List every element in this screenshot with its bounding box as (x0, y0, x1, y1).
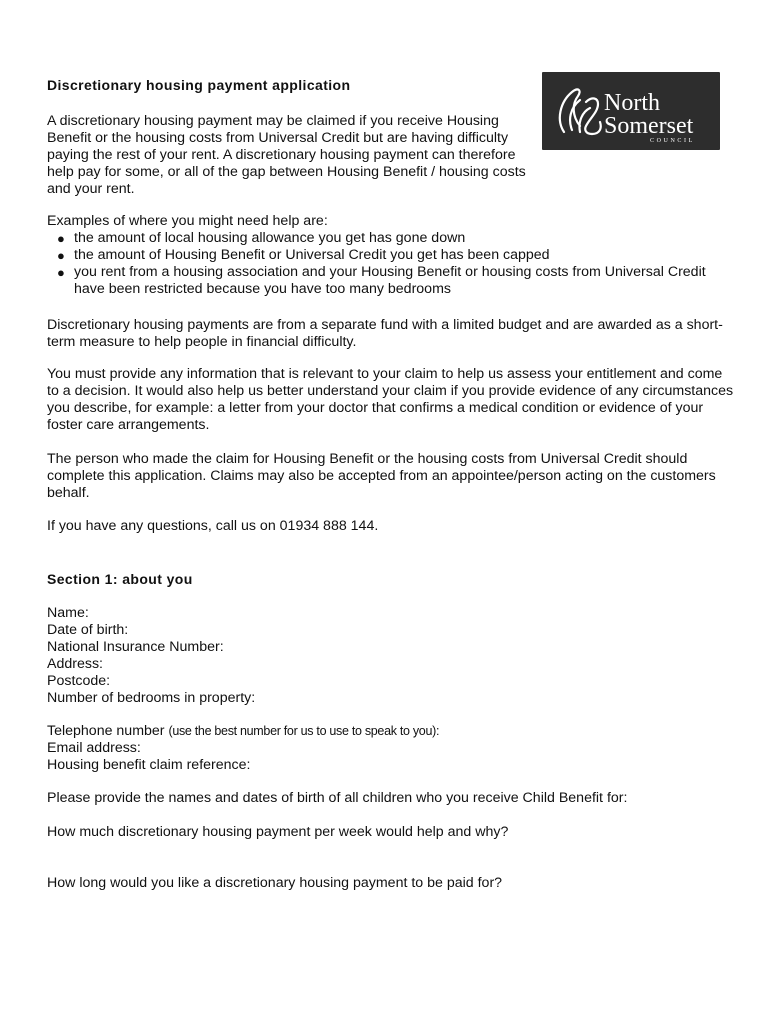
logo-line-north: North (604, 90, 660, 116)
list-item (47, 264, 737, 298)
field-postcode-label: Postcode: (47, 673, 111, 689)
list-item (47, 247, 737, 264)
contact-details-fields (47, 723, 439, 774)
fund-paragraph: Discretionary housing payments are from a separate fund with a limited budget and are awarded as a short-term measure to help people in financial difficulty. (47, 317, 723, 350)
section-1-title: Section 1: about you (47, 571, 193, 587)
swan-icon (560, 89, 601, 134)
amount-question: How much discretionary housing payment per week would help and why? (47, 824, 509, 840)
field-name-label: Name: (47, 605, 89, 621)
field-claim-reference-label: Housing benefit claim reference: (47, 757, 251, 773)
list-item-text: the amount of Housing Benefit or Universal Credit you get has been capped (74, 247, 550, 263)
list-item (47, 230, 737, 247)
examples-lead: Examples of where you might need help are: (47, 213, 328, 229)
bullet-icon: ● (57, 248, 65, 263)
logo-line-council: COUNCIL (650, 138, 695, 144)
field-telephone-label (47, 723, 439, 740)
telephone-label-text: Telephone number (47, 723, 169, 739)
field-dob-label: Date of birth: (47, 622, 129, 638)
children-question: Please provide the names and dates of birth of all children who you receive Child Benefit for: (47, 790, 628, 806)
field-address-label: Address: (47, 656, 103, 672)
duration-question: How long would you like a discretionary housing payment to be paid for? (47, 875, 503, 891)
contact-paragraph: If you have any questions, call us on 01934 888 144. (47, 518, 379, 534)
list-item-text: you rent from a housing association and your Housing Benefit or housing costs from Universal Credit have been restricted because you have too many bedrooms (74, 264, 706, 297)
field-ni-number-label: National Insurance Number: (47, 639, 224, 655)
evidence-paragraph: You must provide any information that is relevant to your claim to help us assess your entitlement and come to a decision. It would also help us better understand your claim if you provide evidence of any circumstances you describe, for example: a letter from your doctor that confirms a medical condition or evidence of your foster care arrangements. (47, 366, 734, 433)
list-item-text: the amount of local housing allowance you get has gone down (74, 230, 466, 246)
page-title: Discretionary housing payment application (47, 77, 351, 93)
eligibility-paragraph: The person who made the claim for Housing Benefit or the housing costs from Universal Credit should complete this application. Claims may also be accepted from an appointee/person acting on the customers behalf. (47, 451, 716, 501)
logo-line-somerset: Somerset (604, 113, 694, 139)
telephone-hint: (use the best number for us to use to speak to you): (168, 724, 440, 738)
field-bedrooms-label: Number of bedrooms in property: (47, 690, 256, 706)
council-logo (542, 72, 720, 150)
intro-paragraph: A discretionary housing payment may be claimed if you receive Housing Benefit or the housing costs from Universal Credit but are having difficulty paying the rest of your rent. A discretionary housing payment can therefore help pay for some, or all of the gap between Housing Benefit / housing costs and your rent. (47, 113, 526, 197)
bullet-icon: ● (57, 231, 65, 246)
field-email-label: Email address: (47, 740, 141, 756)
examples-list (47, 230, 737, 298)
bullet-icon: ● (57, 265, 65, 280)
personal-details-fields (47, 605, 255, 707)
